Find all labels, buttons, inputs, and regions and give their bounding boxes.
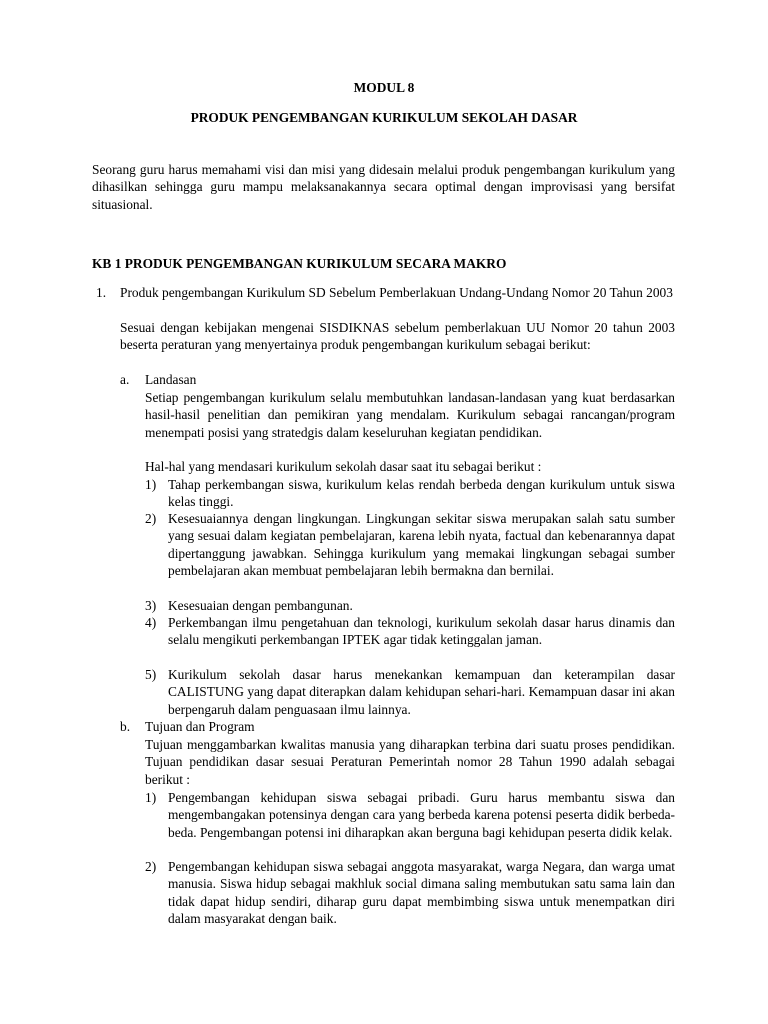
point-text: Pengembangan kehidupan siswa sebagai pribadi. Guru harus membantu siswa dan mengembangakan potensinya dengan cara yang berbeda karena potensi peserta didik berbeda-beda. Pengembangan potensi ini diharapkan akan berguna bagi kehidupan peserta didik kelak. [168, 790, 675, 840]
point-number: 1) [145, 790, 157, 805]
point-text: Perkembangan ilmu pengetahuan dan teknologi, kurikulum sekolah dasar harus dinamis dan selalu mengikuti perkembangan IPTEK agar tidak ketinggalan jaman. [168, 615, 675, 648]
point-text: Tahap perkembangan siswa, kurikulum kelas rendah berbeda dengan kurikulum untuk siswa kelas tinggi. [168, 477, 675, 510]
section-title: Landasan [145, 372, 197, 387]
section-letter: a. [120, 372, 130, 387]
module-title: MODUL 8 [353, 80, 415, 95]
module-subtitle: PRODUK PENGEMBANGAN KURIKULUM SEKOLAH DASAR [190, 110, 578, 125]
section-paragraph: Hal-hal yang mendasari kurikulum sekolah dasar saat itu sebagai berikut : [145, 459, 542, 474]
point-number: 4) [145, 615, 157, 630]
point-number: 2) [145, 511, 157, 526]
section-paragraph: Tujuan menggambarkan kwalitas manusia yang diharapkan terbina dari suatu proses pendidikan. Tujuan pendidikan dasar sesuai Peraturan Pemerintah nomor 28 Tahun 1990 adalah sebagai berikut : [145, 737, 675, 787]
point-text: Kesesuaian dengan pembangunan. [168, 598, 353, 613]
item-body: Sesuai dengan kebijakan mengenai SISDIKNAS sebelum pemberlakuan UU Nomor 20 tahun 2003 beserta peraturan yang menyertainya produk pengembangan kurikulum sebagai berikut: [120, 320, 675, 353]
point-text: Pengembangan kehidupan siswa sebagai anggota masyarakat, warga Negara, dan warga umat manusia. Siswa hidup sebagai makhluk social dimana saling membutukan satu sama lain dan tidak dapat hidup sendiri, diharap guru dapat membimbing siswa untuk menempatkan diri dalam masyarakat dengan baik. [168, 859, 675, 927]
kb-heading: KB 1 PRODUK PENGEMBANGAN KURIKULUM SECARA MAKRO [92, 256, 507, 271]
item-number: 1. [96, 285, 107, 300]
intro-paragraph: Seorang guru harus memahami visi dan misi yang didesain melalui produk pengembangan kurikulum yang dihasilkan sehingga guru mampu melaksanakannya secara optimal dengan improvisasi yang bersifat situasional. [92, 162, 675, 212]
item-title: Produk pengembangan Kurikulum SD Sebelum Pemberlakuan Undang-Undang Nomor 20 Tahun 2003 [120, 285, 673, 300]
section-title: Tujuan dan Program [145, 719, 255, 734]
point-number: 2) [145, 859, 157, 874]
section-letter: b. [120, 719, 131, 734]
point-text: Kesesuaiannya dengan lingkungan. Lingkungan sekitar siswa merupakan salah satu sumber yang sesuai dalam kegiatan pembelajaran, karena lebih nyata, factual dan kebenarannya dapat dipertanggung jawabkan. Sehingga kurikulum yang memakai lingkungan sebagai sumber pembelajaran akan membuat pembelajaran lebih bermakna dan bernilai. [168, 511, 675, 579]
section-paragraph: Setiap pengembangan kurikulum selalu membutuhkan landasan-landasan yang kuat berdasarkan hasil-hasil penelitian dan pemikiran yang mendalam. Kurikulum sebagai rancangan/program menempati posisi yang stratedgis dalam keseluruhan kegiatan pendidikan. [145, 390, 675, 440]
point-number: 3) [145, 598, 157, 613]
point-number: 1) [145, 477, 157, 492]
point-text: Kurikulum sekolah dasar harus menekankan kemampuan dan keterampilan dasar CALISTUNG yang dapat diterapkan dalam kehidupan sehari-hari. Kemampuan dasar ini akan berpengaruh dalam penguasaan ilmu lainnya. [168, 667, 675, 717]
point-number: 5) [145, 667, 157, 682]
